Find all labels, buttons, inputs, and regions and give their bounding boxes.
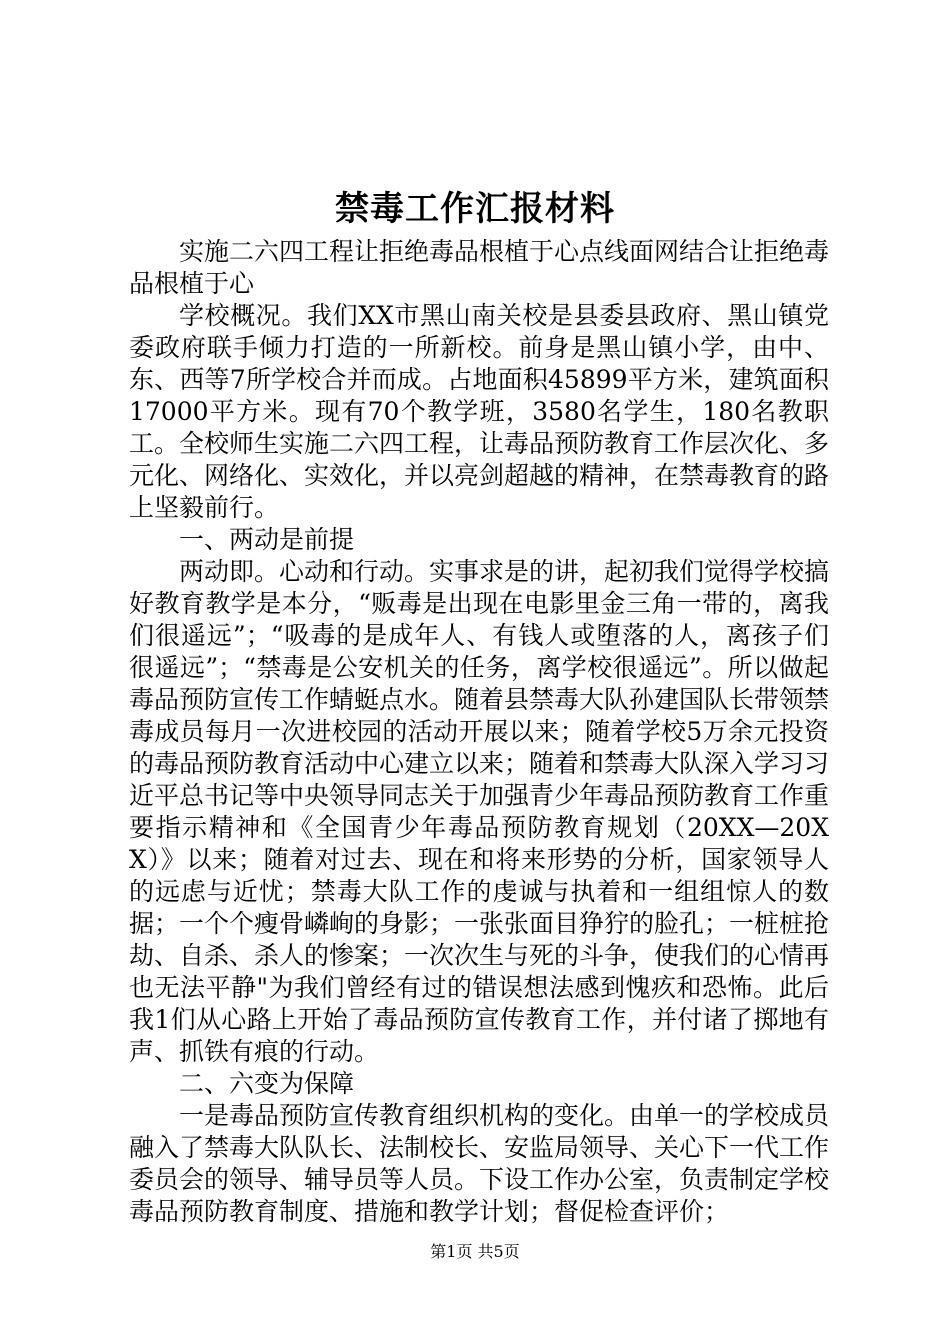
section-heading-1: 一、两动是前提 — [179, 525, 355, 554]
paragraph-school-overview: 学校概况。我们XX市黑山南关校是县委县政府、黑山镇党委政府联手倾力打造的一所新校。前身是黑山镇小学，由中、东、西等7所学校合并而成。占地面积45899平方米，建筑面积17000平方米。现有70个教学班，3580名学生，180名教职工。全校师生实施二六四工程，让毒品预防教育工作层次化、多元化、网络化、实效化，并以亮剑超越的精神，在禁毒教育的路上坚毅前行。 — [129, 301, 830, 522]
paragraph-intro: 实施二六四工程让拒绝毒品根植于心点线面网结合让拒绝毒品根植于心 — [129, 237, 830, 298]
document-body — [129, 236, 829, 1228]
section-heading-2: 二、六变为保障 — [179, 1069, 355, 1098]
paragraph-six-changes: 一是毒品预防宣传教育组织机构的变化。由单一的学校成员融入了禁毒大队队长、法制校长、安监局领导、关心下一代工作委员会的领导、辅导员等人员。下设工作办公室，负责制定学校毒品预防教育制度、措施和教学计划；督促检查评价； — [129, 1101, 830, 1226]
page-footer: 第1页 共5页 — [430, 1242, 520, 1261]
paragraph-two-actions: 两动即。心动和行动。实事求是的讲，起初我们觉得学校搞好教育教学是本分，“贩毒是出现在电影里金三角一带的，离我们很遥远”；“吸毒的是成年人、有钱人或堕落的人，离孩子们很遥远”；“禁毒是公安机关的任务，离学校很遥远”。所以做起毒品预防宣传工作蜻蜓点水。随着县禁毒大队孙建国队长带领禁毒成员每月一次进校园的活动开展以来；随着学校5万余元投资的毒品预防教育活动中心建立以来；随着和禁毒大队深入学习习近平总书记等中央领导同志关于加强青少年毒品预防教育工作重要指示精神和《全国青少年毒品预防教育规划（20XX—20XX）》以来；随着对过去、现在和将来形势的分析，国家领导人的远虑与近忧；禁毒大队工作的虔诚与执着和一组组惊人的数据；一个个瘦骨嶙峋的身影；一张张面目狰狞的脸孔；一桩桩抢劫、自杀、杀人的惨案；一次次生与死的斗争，使我们的心情再也无法平静"为我们曾经有过的错误想法感到愧疚和恐怖。此后我1们从心路上开始了毒品预防宣传教育工作，并付诸了掷地有声、抓铁有痕的行动。 — [129, 557, 830, 1066]
document-title: 禁毒工作汇报材料 — [335, 189, 615, 229]
